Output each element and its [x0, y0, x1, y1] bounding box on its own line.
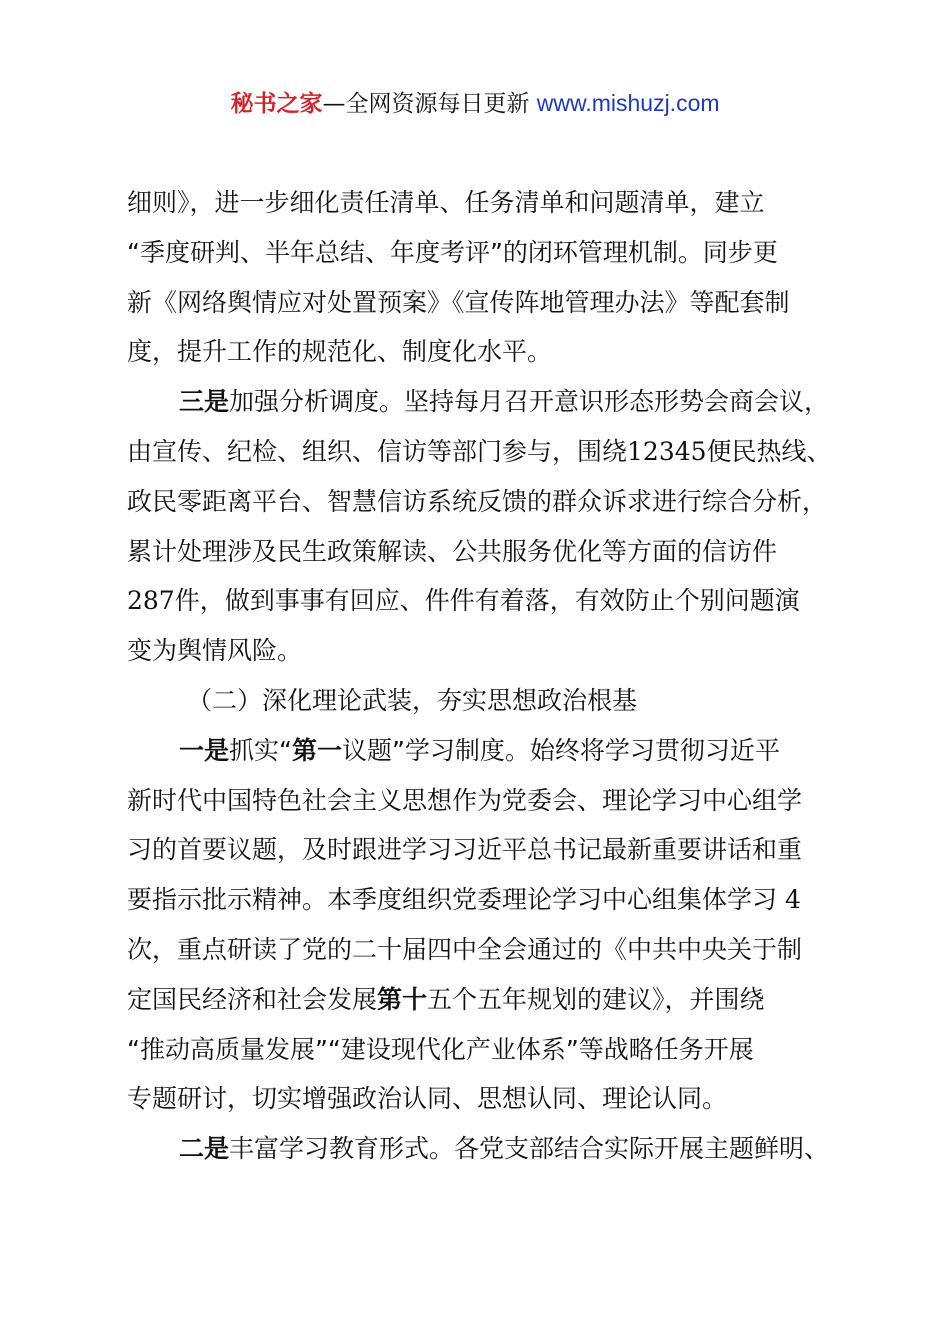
text-run: 定国民经济和社会发展 — [127, 984, 378, 1014]
text-line: 度，提升工作的规范化、制度化水平。 — [127, 337, 553, 367]
text-line — [127, 726, 847, 776]
paragraph-4 — [127, 1124, 847, 1174]
paragraph-lead: 三是 — [179, 387, 230, 417]
text-run: 由宣传、纪检、组织、信访等部门参与，围绕 — [127, 436, 628, 466]
document-body — [127, 178, 847, 1174]
bold-run: 第一 — [291, 735, 342, 765]
bold-run: 第十 — [377, 984, 428, 1014]
paragraph-lead: 二是 — [179, 1134, 230, 1164]
text-line: 新《网络舆情应对处置预案》《宣传阵地管理办法》等配套制 — [127, 287, 790, 317]
page-header — [0, 86, 950, 121]
section-heading-2 — [127, 676, 847, 726]
paragraph-2 — [127, 377, 847, 676]
study-count: 4 — [784, 885, 801, 915]
paragraph-1 — [127, 178, 847, 377]
text-run: 要指示批示精神。本季度组织党委理论学习中心组集体学习 — [127, 885, 778, 915]
text-line: 细则》，进一步细化责任清单、任务清单和问题清单，建立 — [127, 188, 765, 217]
text-run: 件，做到事事有回应、件件有着落，有效防止个别问题演 — [174, 586, 800, 616]
text-run: 丰富学习教育形式。各党支部结合实际开展主题鲜明、 — [229, 1134, 830, 1164]
text-run: 抓实“ — [229, 735, 292, 765]
hotline-number: 12345 — [627, 436, 707, 466]
text-line: 专题研讨，切实增强政治认同、思想认同、理论认同。 — [127, 1084, 728, 1114]
text-line — [127, 576, 847, 626]
text-run: 便民热线、 — [706, 436, 832, 466]
text-line: “季度研判、半年总结、年度考评”的闭环管理机制。同步更 — [127, 237, 778, 267]
text-line — [127, 377, 847, 427]
text-line: 政民零距离平台、智慧信访系统反馈的群众诉求进行综合分析， — [127, 486, 828, 516]
text-line — [127, 975, 847, 1025]
text-run: 议题”学习制度。始终将学习贯彻习近平 — [341, 735, 780, 765]
text-line: 变为舆情风险。 — [127, 636, 303, 666]
text-line: “推动高质量发展”“建设现代化产业体系”等战略任务开展 — [127, 1034, 754, 1064]
paragraph-lead: 一是 — [179, 735, 230, 765]
text-run: 五个五年规划的建议》，并围绕 — [427, 984, 765, 1014]
section-title: （二）深化理论武装，夯实思想政治根基 — [187, 685, 638, 715]
text-line — [127, 427, 847, 477]
text-line: 次，重点研读了党的二十届四中全会通过的《中共中央关于制 — [127, 934, 803, 964]
text-line — [127, 875, 847, 925]
text-run: 加强分析调度。坚持每月召开意识形态形势会商会议， — [229, 387, 830, 417]
text-line — [127, 1124, 847, 1174]
text-line: 习的首要议题，及时跟进学习习近平总书记最新重要讲话和重 — [127, 835, 803, 865]
website-link[interactable]: www.mishuzj.com — [536, 90, 720, 116]
text-line: 累计处理涉及民生政策解读、公共服务优化等方面的信访件 — [127, 536, 778, 566]
brand-name: 秘书之家 — [230, 91, 323, 117]
paragraph-3 — [127, 726, 847, 1124]
header-tagline: —全网资源每日更新 — [322, 91, 530, 117]
case-count: 287 — [127, 586, 175, 616]
text-line: 新时代中国特色社会主义思想作为党委会、理论学习中心组学 — [127, 785, 803, 815]
